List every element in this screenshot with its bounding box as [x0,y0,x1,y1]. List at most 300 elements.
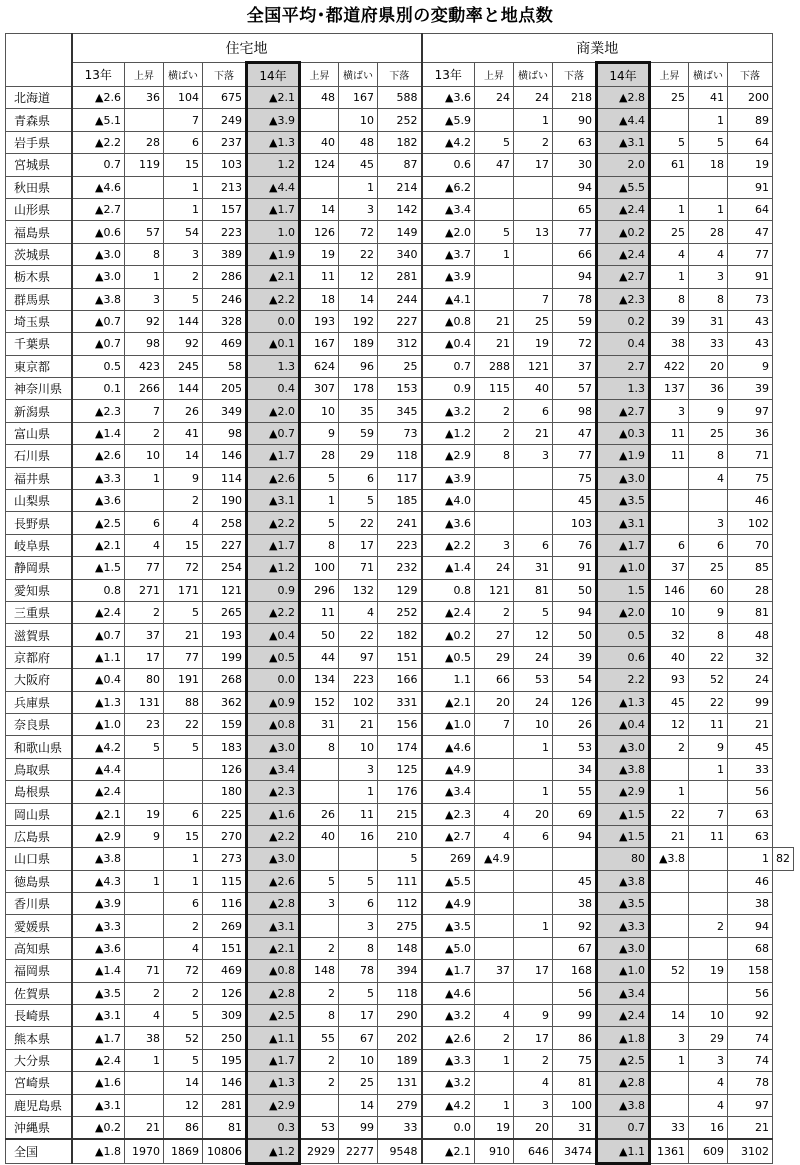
value-cell: 183 [203,736,247,758]
value-cell: 3 [475,534,514,556]
value-cell: ▲3.3 [72,915,125,937]
value-cell: 0.6 [597,646,650,668]
value-cell [300,758,339,780]
value-cell: 1970 [125,1139,164,1163]
group-header-commercial: 商業地 [422,34,773,63]
value-cell: ▲2.3 [422,803,475,825]
value-cell: ▲3.2 [422,1072,475,1094]
value-cell: 193 [300,310,339,332]
value-cell: 3 [689,512,728,534]
value-cell: 114 [203,467,247,489]
value-cell: 15 [164,154,203,176]
value-cell: 0.3 [247,1116,300,1139]
value-cell: 227 [378,310,422,332]
value-cell: 89 [728,109,773,131]
value-cell: 11 [650,422,689,444]
value-cell: 624 [300,355,339,377]
value-cell: 1 [728,848,773,870]
value-cell: ▲0.2 [597,221,650,243]
prefecture-cell: 神奈川県 [6,378,72,400]
column-header: 上昇 [475,63,514,87]
value-cell [300,1094,339,1116]
value-cell: 92 [164,333,203,355]
value-cell: ▲0.4 [422,333,475,355]
value-cell [514,870,553,892]
prefecture-cell: 群馬県 [6,288,72,310]
prefecture-cell: 和歌山県 [6,736,72,758]
value-cell [475,109,514,131]
value-cell: ▲2.6 [72,87,125,109]
prefecture-cell: 福島県 [6,221,72,243]
value-cell: 22 [339,624,378,646]
value-cell: 8 [650,288,689,310]
value-cell: ▲3.3 [72,467,125,489]
value-cell: ▲3.1 [247,915,300,937]
value-cell: 10 [689,1005,728,1027]
value-cell: ▲2.6 [247,870,300,892]
value-cell [514,893,553,915]
value-cell: 53 [553,736,597,758]
value-cell: 74 [728,1027,773,1049]
prefecture-cell: 鳥取県 [6,758,72,780]
value-cell [553,848,597,870]
value-cell: 91 [728,266,773,288]
value-cell: ▲3.1 [597,512,650,534]
value-cell: 36 [689,378,728,400]
value-cell: ▲1.0 [597,960,650,982]
value-cell: 182 [378,624,422,646]
value-cell: 0.0 [422,1116,475,1139]
value-cell: 94 [553,266,597,288]
value-cell [475,198,514,220]
value-cell [300,109,339,131]
land-price-table [5,33,794,1165]
value-cell: 270 [203,825,247,847]
value-cell: 0.6 [422,154,475,176]
value-cell: 36 [125,87,164,109]
table-row [6,937,794,959]
value-cell: 19 [475,1116,514,1139]
value-cell: 25 [650,221,689,243]
value-cell [689,848,728,870]
value-cell: 0.5 [72,355,125,377]
value-cell: 1 [475,243,514,265]
value-cell: 158 [728,960,773,982]
value-cell [125,937,164,959]
value-cell: ▲3.0 [597,467,650,489]
value-cell: 29 [339,445,378,467]
value-cell: ▲3.5 [72,982,125,1004]
value-cell: 3 [650,1027,689,1049]
value-cell: 9 [728,355,773,377]
table-row [6,1072,794,1094]
value-cell: 7 [514,288,553,310]
value-cell: ▲3.1 [72,1005,125,1027]
value-cell [650,915,689,937]
value-cell: 4 [514,1072,553,1094]
table-row [6,400,794,422]
value-cell: 5 [339,490,378,512]
value-cell [514,848,553,870]
value-cell: 67 [553,937,597,959]
column-header: 横ばい [514,63,553,87]
value-cell: 71 [125,960,164,982]
value-cell: ▲1.8 [597,1027,650,1049]
value-cell: 1 [125,870,164,892]
value-cell: 7 [125,400,164,422]
value-cell: 121 [514,355,553,377]
prefecture-cell: 北海道 [6,87,72,109]
value-cell: 2 [300,1072,339,1094]
value-cell: 288 [475,355,514,377]
value-cell: 35 [339,400,378,422]
value-cell: 98 [125,333,164,355]
value-cell: ▲2.3 [72,400,125,422]
value-cell: 2 [475,1027,514,1049]
table-row [6,333,794,355]
value-cell: 246 [203,288,247,310]
value-cell: 115 [475,378,514,400]
value-cell: 40 [300,825,339,847]
value-cell: 3 [339,198,378,220]
value-cell: 99 [553,1005,597,1027]
value-cell: ▲1.3 [247,131,300,153]
value-cell: ▲1.6 [247,803,300,825]
value-cell: 21 [475,333,514,355]
value-cell: 22 [650,803,689,825]
value-cell: 43 [728,310,773,332]
value-cell: ▲1.7 [422,960,475,982]
value-cell: ▲2.5 [247,1005,300,1027]
value-cell: 116 [203,893,247,915]
value-cell: 223 [339,669,378,691]
table-row [6,198,794,220]
table-row [6,1116,794,1139]
value-cell: 99 [339,1116,378,1139]
table-row [6,445,794,467]
value-cell: ▲3.7 [422,243,475,265]
value-cell: 48 [339,131,378,153]
value-cell: 88 [164,691,203,713]
value-cell: 191 [164,669,203,691]
value-cell: 4 [164,937,203,959]
value-cell: 112 [378,893,422,915]
prefecture-cell: 富山県 [6,422,72,444]
value-cell: 99 [728,691,773,713]
value-cell: 125 [378,758,422,780]
value-cell: 45 [553,490,597,512]
value-cell [514,758,553,780]
value-cell [650,490,689,512]
value-cell: 148 [378,937,422,959]
value-cell: ▲2.4 [597,243,650,265]
value-cell: 47 [553,422,597,444]
value-cell: 2 [300,937,339,959]
value-cell: ▲4.4 [597,109,650,131]
value-cell [514,937,553,959]
value-cell: 12 [164,1094,203,1116]
value-cell: ▲0.7 [72,310,125,332]
value-cell [650,937,689,959]
value-cell: 11 [650,445,689,467]
value-cell [475,781,514,803]
value-cell: 8 [339,937,378,959]
prefecture-cell: 全国 [6,1139,72,1163]
value-cell: 37 [125,624,164,646]
value-cell: 23 [125,713,164,735]
value-cell: 159 [203,713,247,735]
table-row [6,870,794,892]
value-cell: ▲2.9 [247,1094,300,1116]
value-cell: 11 [339,803,378,825]
value-cell: 40 [514,378,553,400]
value-cell: ▲2.4 [72,601,125,623]
value-cell: 100 [553,1094,597,1116]
value-cell: ▲4.1 [422,288,475,310]
value-cell: ▲2.6 [422,1027,475,1049]
value-cell: ▲2.8 [247,982,300,1004]
value-cell: 3 [339,758,378,780]
table-row [6,736,794,758]
value-cell: 55 [553,781,597,803]
table-row [6,915,794,937]
value-cell: ▲0.8 [422,310,475,332]
value-cell: 4 [689,1094,728,1116]
value-cell: 3 [300,893,339,915]
value-cell: 675 [203,87,247,109]
table-row [6,221,794,243]
value-cell: 19 [300,243,339,265]
value-cell: 129 [378,579,422,601]
value-cell: 78 [728,1072,773,1094]
value-cell: 362 [203,691,247,713]
value-cell: 56 [728,781,773,803]
value-cell: 58 [203,355,247,377]
value-cell: 4 [475,825,514,847]
value-cell: 45 [553,870,597,892]
value-cell: 6 [514,825,553,847]
value-cell: 19 [728,154,773,176]
value-cell: 2 [650,736,689,758]
value-cell: 72 [164,557,203,579]
value-cell: 149 [378,221,422,243]
value-cell: 19 [689,960,728,982]
value-cell: 1.1 [422,669,475,691]
value-cell: ▲1.3 [597,691,650,713]
prefecture-cell: 岩手県 [6,131,72,153]
value-cell: 75 [553,467,597,489]
value-cell: ▲3.5 [597,490,650,512]
value-cell [514,467,553,489]
value-cell [125,758,164,780]
value-cell: 166 [378,669,422,691]
value-cell: 91 [553,557,597,579]
value-cell: 2 [164,915,203,937]
value-cell: 148 [300,960,339,982]
value-cell: 73 [378,422,422,444]
value-cell: 45 [728,736,773,758]
value-cell: ▲2.8 [597,87,650,109]
value-cell: 195 [203,1049,247,1071]
value-cell: ▲3.6 [72,490,125,512]
value-cell: 2.0 [597,154,650,176]
value-cell: 0.4 [247,378,300,400]
value-cell: ▲3.0 [247,736,300,758]
value-cell: 10 [650,601,689,623]
column-header: 13年 [422,63,475,87]
value-cell: 1.5 [597,579,650,601]
value-cell: 1869 [164,1139,203,1163]
value-cell: ▲2.4 [597,198,650,220]
prefecture-cell: 鹿児島県 [6,1094,72,1116]
value-cell [125,176,164,198]
value-cell: 609 [689,1139,728,1163]
value-cell: ▲3.2 [422,400,475,422]
value-cell: ▲5.5 [597,176,650,198]
value-cell: 96 [339,355,378,377]
value-cell: 55 [300,1027,339,1049]
value-cell: 2 [164,266,203,288]
value-cell: 65 [553,198,597,220]
value-cell: 10 [339,736,378,758]
value-cell [689,893,728,915]
value-cell: 14 [650,1005,689,1027]
value-cell: 63 [728,803,773,825]
value-cell: 17 [125,646,164,668]
value-cell: 0.7 [72,154,125,176]
value-cell: ▲2.2 [247,601,300,623]
prefecture-cell: 石川県 [6,445,72,467]
value-cell: 102 [339,691,378,713]
prefecture-cell: 宮崎県 [6,1072,72,1094]
value-cell: ▲0.4 [597,713,650,735]
value-cell: 46 [728,870,773,892]
value-cell: 0.0 [247,669,300,691]
value-cell [689,490,728,512]
value-cell: 5 [164,1005,203,1027]
value-cell [650,982,689,1004]
value-cell: ▲3.4 [247,758,300,780]
value-cell: 286 [203,266,247,288]
value-cell: 193 [203,624,247,646]
value-cell: 134 [300,669,339,691]
value-cell: ▲3.6 [422,87,475,109]
value-cell: 80 [125,669,164,691]
value-cell: 126 [553,691,597,713]
value-cell: 77 [553,445,597,467]
value-cell: 192 [339,310,378,332]
value-cell: 309 [203,1005,247,1027]
table-row [6,87,794,109]
value-cell: 12 [339,266,378,288]
value-cell: ▲1.7 [247,1049,300,1071]
value-cell: 8 [475,445,514,467]
value-cell: 1 [650,781,689,803]
value-cell: 10 [339,1049,378,1071]
prefecture-cell: 大阪府 [6,669,72,691]
table-row [6,893,794,915]
prefecture-cell: 岐阜県 [6,534,72,556]
value-cell: 111 [378,870,422,892]
value-cell: ▲2.5 [72,512,125,534]
value-cell: 167 [339,87,378,109]
value-cell: 59 [553,310,597,332]
value-cell: 4 [475,1005,514,1027]
table-row [6,758,794,780]
value-cell: 9 [300,422,339,444]
value-cell: 146 [203,445,247,467]
value-cell: 1.0 [247,221,300,243]
value-cell: ▲2.3 [597,288,650,310]
value-cell: 22 [339,243,378,265]
value-cell: 28 [689,221,728,243]
value-cell: 12 [514,624,553,646]
value-cell: 20 [689,355,728,377]
value-cell: 82 [773,848,794,870]
value-cell: ▲2.5 [597,1049,650,1071]
value-cell: 63 [553,131,597,153]
value-cell: 1 [475,1094,514,1116]
prefecture-cell: 沖縄県 [6,1116,72,1139]
value-cell: 61 [650,154,689,176]
value-cell: 223 [378,534,422,556]
prefecture-cell: 奈良県 [6,713,72,735]
value-cell: 200 [728,87,773,109]
table-row [6,579,794,601]
value-cell: 39 [728,378,773,400]
value-cell: ▲1.9 [247,243,300,265]
value-cell: 119 [125,154,164,176]
table-row [6,490,794,512]
value-cell: ▲2.1 [247,87,300,109]
value-cell: 16 [339,825,378,847]
value-cell: 64 [728,131,773,153]
value-cell [125,1072,164,1094]
value-cell: 21 [650,825,689,847]
value-cell: 1.3 [247,355,300,377]
value-cell: 34 [553,758,597,780]
column-header: 下落 [378,63,422,87]
value-cell: ▲1.0 [422,713,475,735]
value-cell: 1 [164,870,203,892]
value-cell: ▲3.1 [597,131,650,153]
value-cell: 98 [203,422,247,444]
value-cell: 10 [339,109,378,131]
table-row [6,601,794,623]
value-cell [300,781,339,803]
value-cell: ▲3.0 [72,243,125,265]
value-cell: 1 [650,1049,689,1071]
value-cell: 394 [378,960,422,982]
table-row [6,1027,794,1049]
column-header: 13年 [72,63,125,87]
value-cell [650,467,689,489]
value-cell: 307 [300,378,339,400]
value-cell: ▲2.4 [72,781,125,803]
value-cell: 56 [553,982,597,1004]
value-cell: ▲1.7 [247,198,300,220]
value-cell: 94 [553,825,597,847]
value-cell: 21 [728,713,773,735]
prefecture-cell: 徳島県 [6,870,72,892]
value-cell: 38 [553,893,597,915]
value-cell: ▲3.3 [597,915,650,937]
value-cell: ▲3.0 [247,848,300,870]
value-cell: 53 [514,669,553,691]
value-cell: 21 [514,422,553,444]
value-cell: 81 [728,601,773,623]
value-cell: 6 [164,131,203,153]
